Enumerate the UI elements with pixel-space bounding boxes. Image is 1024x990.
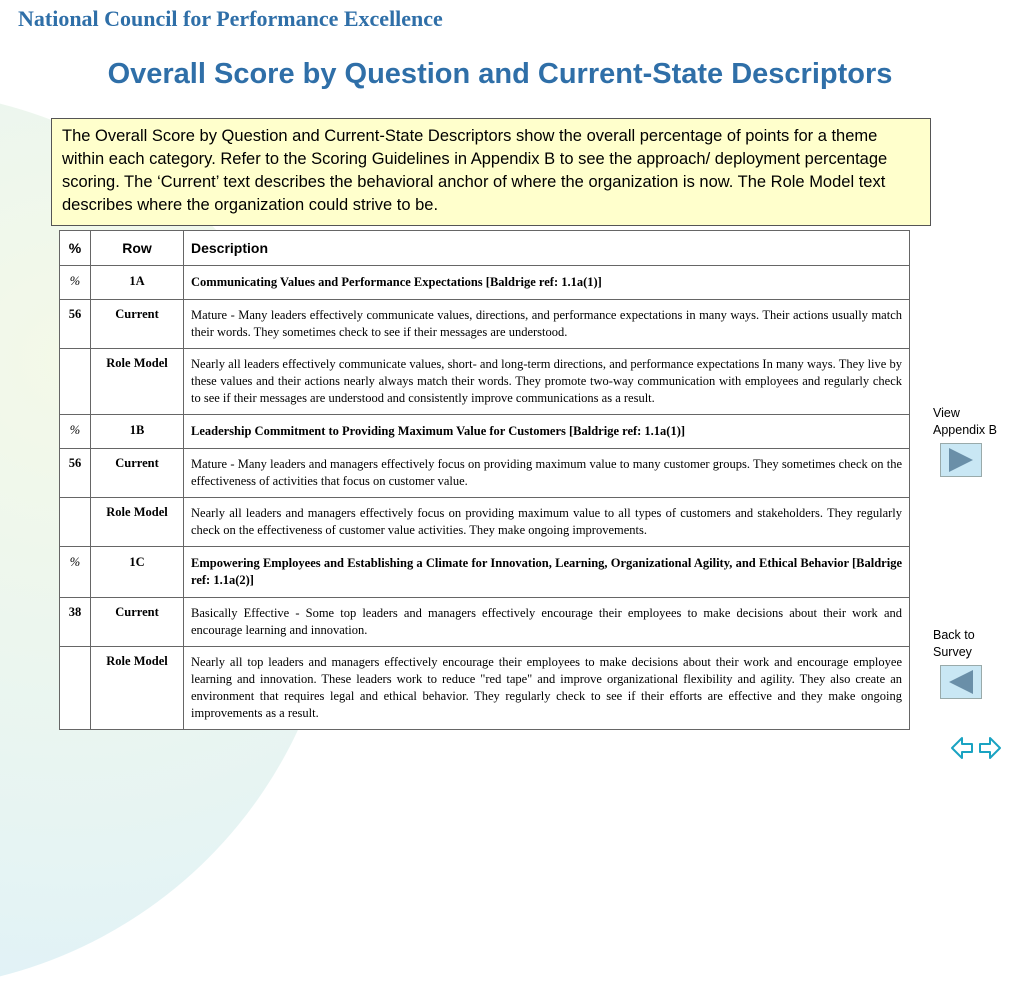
percent-cell: % (60, 415, 91, 449)
description-cell: Communicating Values and Performance Expectations [Baldrige ref: 1.1a(1)] (184, 266, 910, 300)
percent-column-header: % (60, 231, 91, 266)
percent-cell: % (60, 547, 91, 598)
row-cell: 1A (91, 266, 184, 300)
description-cell: Leadership Commitment to Providing Maximum Value for Customers [Baldrige ref: 1.1a(1)] (184, 415, 910, 449)
percent-cell: 56 (60, 449, 91, 498)
row-cell: 1C (91, 547, 184, 598)
description-cell: Mature - Many leaders and managers effectively focus on providing maximum value to many customer groups. They sometimes check on the effectiveness of activities that focus on customer value. (184, 449, 910, 498)
description-cell: Basically Effective - Some top leaders and managers effectively encourage their employees to make decisions about their work and encourage learning and innovation. (184, 598, 910, 647)
description-cell: Nearly all leaders and managers effectively focus on providing maximum value to all types of customers and stakeholders. They regularly check on the effectiveness of customer value activities. They make ongoing improvements. (184, 498, 910, 547)
back-to-survey-label (933, 627, 975, 661)
back-to-survey-button[interactable] (940, 665, 982, 699)
play-right-icon (946, 447, 976, 473)
description-cell: Nearly all top leaders and managers effectively encourage their employees to make decisions about their work and encourage employee learning and innovation. These leaders work to reduce "red tape" and improve organizational flexibility and agility. They also create an environment that requires legal and ethical behavior. They regularly check to see if their efforts are effective and they make ongoing improvements as a result. (184, 647, 910, 730)
row-cell: Current (91, 598, 184, 647)
percent-cell (60, 647, 91, 730)
table-row (60, 547, 910, 598)
prev-arrow-icon (952, 738, 972, 758)
row-cell: Role Model (91, 647, 184, 730)
percent-cell (60, 349, 91, 415)
play-left-icon (946, 669, 976, 695)
row-column-header: Row (91, 231, 184, 266)
score-table (59, 230, 910, 730)
table-row (60, 498, 910, 547)
page-title: Overall Score by Question and Current-State Descriptors (107, 58, 893, 90)
view-appendix-label (933, 405, 997, 439)
table-row (60, 449, 910, 498)
back-to-survey-label-line1: Back to (933, 628, 975, 642)
percent-cell: % (60, 266, 91, 300)
percent-cell: 56 (60, 300, 91, 349)
view-appendix-label-line2: Appendix B (933, 423, 997, 437)
table-row (60, 266, 910, 300)
table-row (60, 647, 910, 730)
row-cell: Current (91, 449, 184, 498)
row-cell: 1B (91, 415, 184, 449)
row-cell: Role Model (91, 349, 184, 415)
table-row (60, 415, 910, 449)
description-cell: Nearly all leaders effectively communicate values, short- and long-term directions, and performance expectations In many ways. They live by these values and their actions nearly always match their words. They promote two-way communication with employees and regularly check to see if their messages are understood and consistently improve communications as a result. (184, 349, 910, 415)
next-arrow-icon (980, 738, 1000, 758)
back-to-survey-label-line2: Survey (933, 645, 972, 659)
table-row (60, 598, 910, 647)
table-row (60, 349, 910, 415)
description-column-header: Description (184, 231, 910, 266)
table-row (60, 300, 910, 349)
percent-cell (60, 498, 91, 547)
intro-text-box: The Overall Score by Question and Current-State Descriptors show the overall percentage of points for a theme within each category. Refer to the Scoring Guidelines in Appendix B to see the approach/ deployment percentage scoring. The ‘Current’ text describes the behavioral anchor of where the organization is now. The Role Model text describes where the organization could strive to be. (51, 118, 931, 226)
description-cell: Empowering Employees and Establishing a Climate for Innovation, Learning, Organizational Agility, and Ethical Behavior [Baldrige ref: 1.1a(2)] (184, 547, 910, 598)
percent-cell: 38 (60, 598, 91, 647)
row-cell: Current (91, 300, 184, 349)
view-appendix-label-line1: View (933, 406, 960, 420)
view-appendix-button[interactable] (940, 443, 982, 477)
left-right-arrows-icon[interactable] (950, 734, 1002, 762)
description-cell: Mature - Many leaders effectively communicate values, directions, and performance expectations in many ways. Their actions usually match their words. They sometimes check to see if their messages are understood. (184, 300, 910, 349)
row-cell: Role Model (91, 498, 184, 547)
organization-name: National Council for Performance Excellence (18, 6, 443, 31)
table-header-row (60, 231, 910, 266)
